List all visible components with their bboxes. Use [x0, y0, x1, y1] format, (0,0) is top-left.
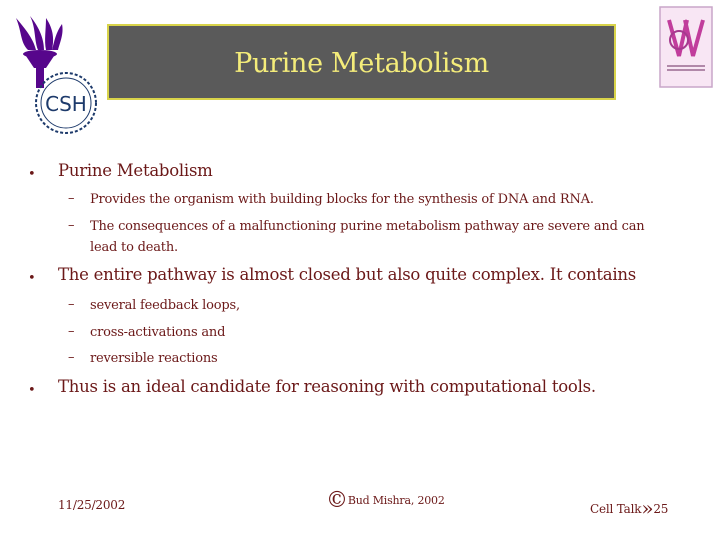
- bullet-marker-2: •: [28, 271, 36, 286]
- slide-title: Purine Metabolism: [234, 47, 489, 79]
- sub-dash-1-2: –: [68, 218, 75, 233]
- bullet-2-sub-3: reversible reactions: [90, 351, 218, 366]
- footer-page-number: 25: [653, 502, 669, 516]
- sub-dash-1-1: –: [68, 191, 75, 206]
- bullet-2-sub-1: several feedback loops,: [90, 298, 240, 313]
- footer-talk: [590, 496, 668, 520]
- sub-dash-2-3: –: [68, 350, 75, 365]
- footer-talk-label: Cell Talk: [590, 502, 642, 516]
- bullet-marker-1: •: [28, 167, 36, 182]
- bullet-1-text: Purine Metabolism: [58, 161, 213, 180]
- csh-logo-text: CSH: [45, 92, 87, 116]
- copyright-symbol: ©: [326, 488, 348, 513]
- footer-author: Bud Mishra, 2002: [347, 494, 445, 507]
- footer-arrow: »: [641, 496, 654, 520]
- bullet-marker-3: •: [28, 383, 36, 398]
- csh-logo-icon: [28, 70, 104, 136]
- footer-date: 11/25/2002: [58, 498, 126, 512]
- title-box: [107, 24, 616, 100]
- bullet-3-text: Thus is an ideal candidate for reasoning with computational tools.: [58, 377, 596, 396]
- cell-talk-logo-icon: [659, 6, 713, 88]
- footer-copyright: [326, 488, 445, 513]
- bullet-1-sub-2: The consequences of a malfunctioning purine metabolism pathway are severe and can lead to death.: [90, 219, 645, 255]
- sub-dash-2-2: –: [68, 324, 75, 339]
- sub-dash-2-1: –: [68, 297, 75, 312]
- bullet-1-sub-1: Provides the organism with building blocks for the synthesis of DNA and RNA.: [90, 192, 594, 207]
- bullet-2-text: The entire pathway is almost closed but also quite complex. It contains: [58, 265, 636, 284]
- bullet-2-sub-2: cross-activations and: [90, 325, 226, 340]
